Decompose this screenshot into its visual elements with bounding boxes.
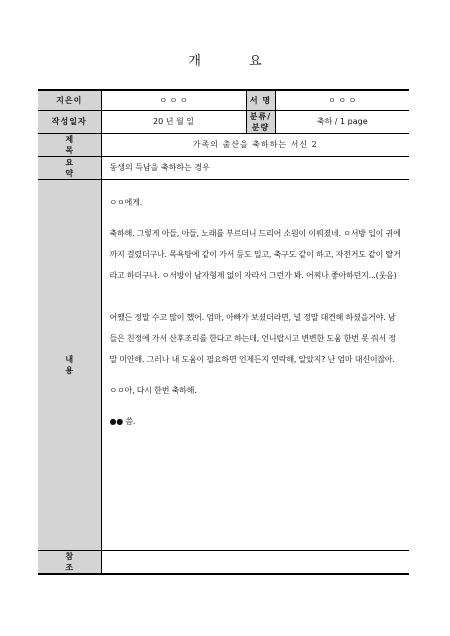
author-row [38, 90, 409, 110]
summary-value: 동생의 득남을 축하하는 경우 [101, 156, 409, 179]
subject-value: 가족의 출산을 축하하는 서신 2 [101, 133, 409, 156]
letter-paragraph-2: 어쨌든 정말 수고 많이 했어. 엄마, 아빠가 보셨더라면, 널 정말 대견해 하셨을거야. 남들은 친정에 가서 산후조리를 한다고 하는데, 언니랍시고 변변한 도움 한번 못 줘서 정말 미안해. 그러나 내 도움이 필요하면 언제든지 연락해, 알았지? 난 엄마 대신이잖아. [109, 312, 396, 364]
page-title: 개 요 [188, 54, 284, 69]
category-label: 분류/분량 [246, 110, 275, 133]
date-row [38, 110, 409, 133]
content-body [101, 179, 409, 550]
signature-label: 서 명 [246, 90, 275, 110]
category-value: 축하 / 1 page [275, 110, 409, 133]
letter-closing: ㅇㅇ아, 다시 한번 축하해. [109, 385, 197, 395]
content-row [38, 179, 409, 550]
letter-greeting: ㅇㅇ에게. [109, 197, 142, 207]
letter-signature: ●● 씀. [109, 416, 136, 426]
subject-row [38, 133, 409, 156]
author-value: ㅇ ㅇ ㅇ [101, 90, 246, 110]
date-label: 작성일자 [38, 110, 101, 133]
subject-label: 제 목 [38, 133, 101, 156]
summary-form [38, 89, 409, 575]
reference-row [38, 550, 409, 574]
summary-label: 요 약 [38, 156, 101, 179]
content-label: 내 용 [38, 179, 101, 550]
letter-paragraph-1: 축하해. 그렇게 아들, 아들, 노래를 부르더니 드리어 소원이 이뤄졌네. ㅇ서방 입이 귀에까지 걸렸더구나. 목욕탕에 같이 가서 등도 밀고, 축구도 같이 하고, 자전거도 같이 탈거라고 하더구나. ㅇ서방이 남자형제 없이 자라서 그런가 봐. 어찌나 좋아하던지...(웃음) [109, 228, 401, 280]
reference-label: 참 조 [38, 550, 101, 574]
date-value: 20 년 월 일 [101, 110, 246, 133]
author-label: 지은이 [38, 90, 101, 110]
signature-value: ㅇ ㅇ ㅇ [275, 90, 409, 110]
summary-row [38, 156, 409, 179]
reference-value [101, 550, 409, 574]
